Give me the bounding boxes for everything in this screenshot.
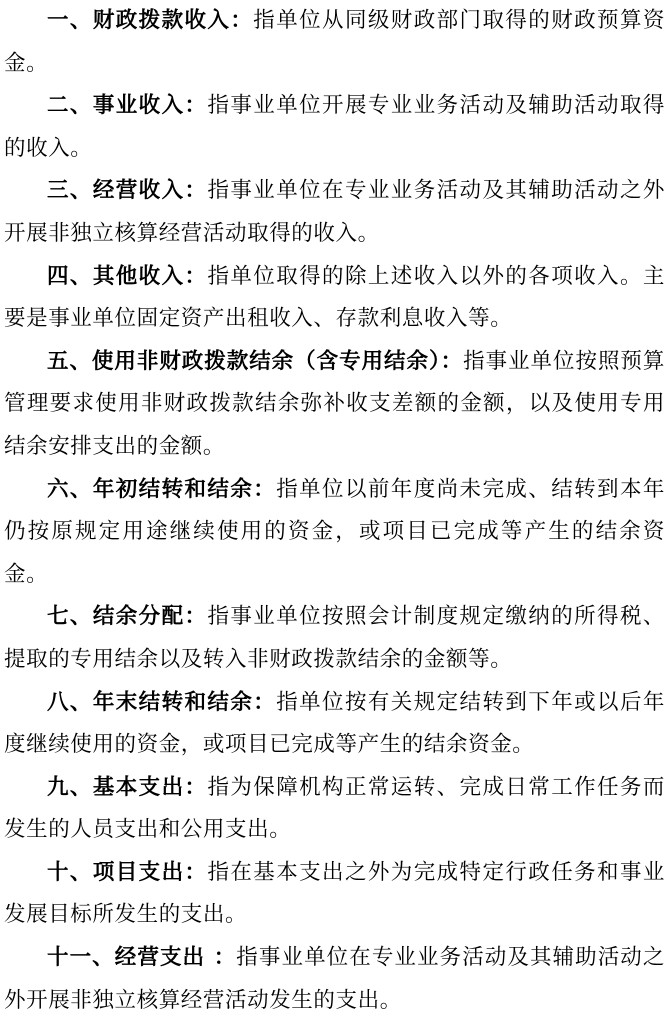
definition-business-revenue — [4, 85, 665, 170]
definition-other-revenue — [4, 256, 665, 341]
definition-term: 十、项目支出： — [47, 859, 208, 885]
definition-text: 指单位取得的除上述收入以外的各项收入。主要是事业单位固定资产出租收入、存款利息收入等。 — [4, 263, 665, 332]
definition-text: 指单位从同级财政部门取得的财政预算资金。 — [4, 8, 665, 76]
definition-term: 六、年初结转和结余： — [47, 476, 277, 502]
definition-term: 一、财政拨款收入： — [47, 8, 254, 33]
definition-term: 七、结余分配： — [47, 604, 208, 630]
definition-operating-expenditure — [4, 937, 665, 1022]
definition-basic-expenditure — [4, 767, 665, 852]
definition-term: 九、基本支出： — [47, 774, 208, 800]
definition-text: 指事业单位按照会计制度规定缴纳的所得税、提取的专用结余以及转入非财政拨款结余的金额等。 — [4, 604, 665, 672]
definition-use-of-non-fiscal-balance — [4, 341, 665, 469]
definition-term: 二、事业收入： — [47, 93, 208, 119]
definition-text: 指在基本支出之外为完成特定行政任务和事业发展目标所发生的支出。 — [4, 859, 665, 928]
definition-term: 三、经营收入： — [47, 178, 208, 204]
definition-operating-revenue — [4, 170, 665, 255]
definition-text: 指为保障机构正常运转、完成日常工作任务而发生的人员支出和公用支出。 — [4, 774, 665, 843]
definition-text: 指事业单位开展专业业务活动及辅助活动取得的收入。 — [4, 93, 665, 161]
definition-project-expenditure — [4, 852, 665, 937]
definition-fiscal-appropriation-revenue — [4, 0, 665, 85]
definition-balance-distribution — [4, 596, 665, 681]
definition-term: 四、其他收入： — [47, 263, 208, 289]
definition-term: 五、使用非财政拨款结余（含专用结余）： — [47, 348, 464, 374]
definition-text: 指单位以前年度尚未完成、结转到本年仍按原规定用途继续使用的资金，或项目已完成等产生的结余资金。 — [4, 476, 665, 587]
definition-text: 指事业单位在专业业务活动及其辅助活动之外开展非独立核算经营活动取得的收入。 — [4, 178, 665, 246]
definition-term: 十一、经营支出 ： — [47, 945, 237, 971]
definition-year-end-carryover — [4, 682, 665, 767]
definition-beginning-carryover — [4, 469, 665, 597]
definition-text: 指事业单位按照预算管理要求使用非财政拨款结余弥补收支差额的金额，以及使用专用结余安排支出的金额。 — [4, 348, 666, 459]
definition-term: 八、年末结转和结余： — [47, 689, 277, 715]
definition-text: 指单位按有关规定结转到下年或以后年度继续使用的资金，或项目已完成等产生的结余资金。 — [4, 689, 665, 758]
definition-text: 指事业单位在专业业务活动及其辅助活动之外开展非独立核算经营活动发生的支出。 — [4, 945, 666, 1013]
